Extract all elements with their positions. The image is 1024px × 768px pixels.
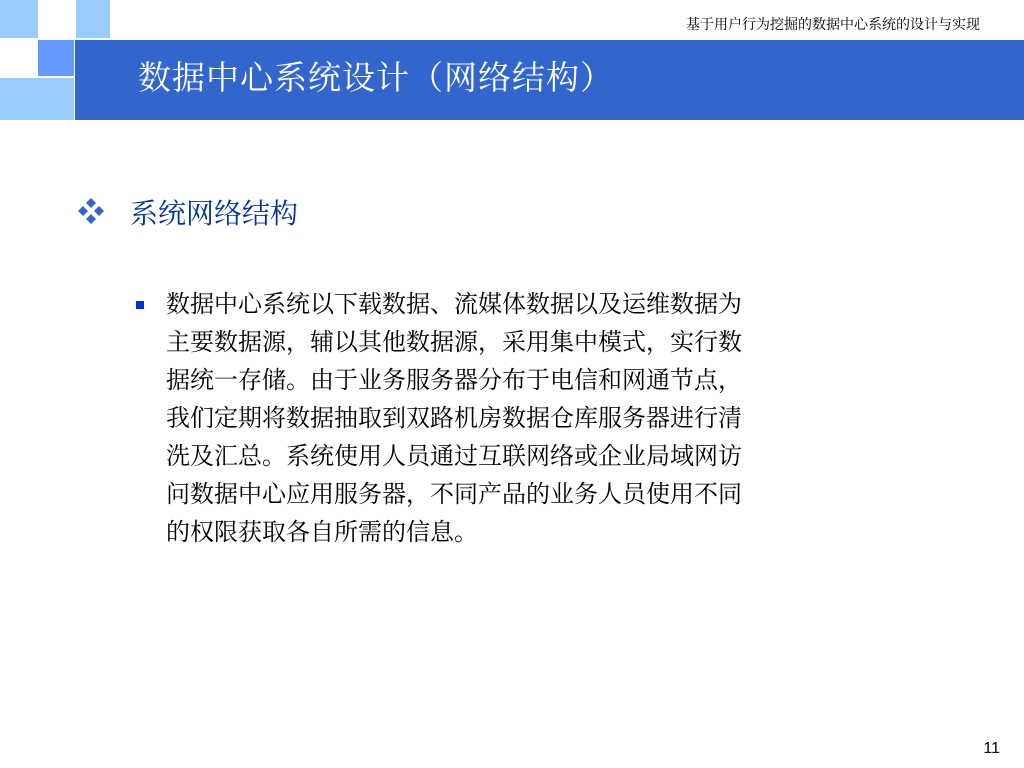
page-title: 数据中心系统设计（网络结构） bbox=[138, 58, 614, 97]
page-number: 11 bbox=[983, 740, 1000, 757]
square-bullet-icon bbox=[136, 301, 144, 309]
paragraph-line: 的权限获取各自所需的信息。 bbox=[166, 518, 478, 546]
decor-square bbox=[38, 40, 74, 76]
decor-square bbox=[76, 0, 110, 38]
paragraph-line: 主要数据源，辅以其他数据源，采用集中模式，实行数 bbox=[166, 328, 742, 356]
paragraph-line: 据统一存储。由于业务服务器分布于电信和网通节点， bbox=[166, 366, 742, 394]
section-heading: 系统网络结构 bbox=[130, 197, 299, 230]
decor-square bbox=[0, 78, 38, 120]
body-paragraph bbox=[166, 285, 926, 551]
decor-square bbox=[0, 0, 38, 38]
paragraph-line: 问数据中心应用服务器，不同产品的业务人员使用不同 bbox=[166, 480, 742, 508]
paragraph-line: 洗及汇总。系统使用人员通过互联网络或企业局域网访 bbox=[166, 442, 742, 470]
decor-square bbox=[0, 40, 38, 76]
header-subtitle: 基于用户行为挖掘的数据中心系统的设计与实现 bbox=[686, 17, 980, 33]
diamond-bullet-icon bbox=[76, 196, 106, 226]
paragraph-line: 数据中心系统以下载数据、流媒体数据以及运维数据为 bbox=[166, 290, 742, 318]
decor-square bbox=[38, 0, 74, 38]
decor-square bbox=[38, 78, 74, 120]
paragraph-line: 我们定期将数据抽取到双路机房数据仓库服务器进行清 bbox=[166, 404, 742, 432]
